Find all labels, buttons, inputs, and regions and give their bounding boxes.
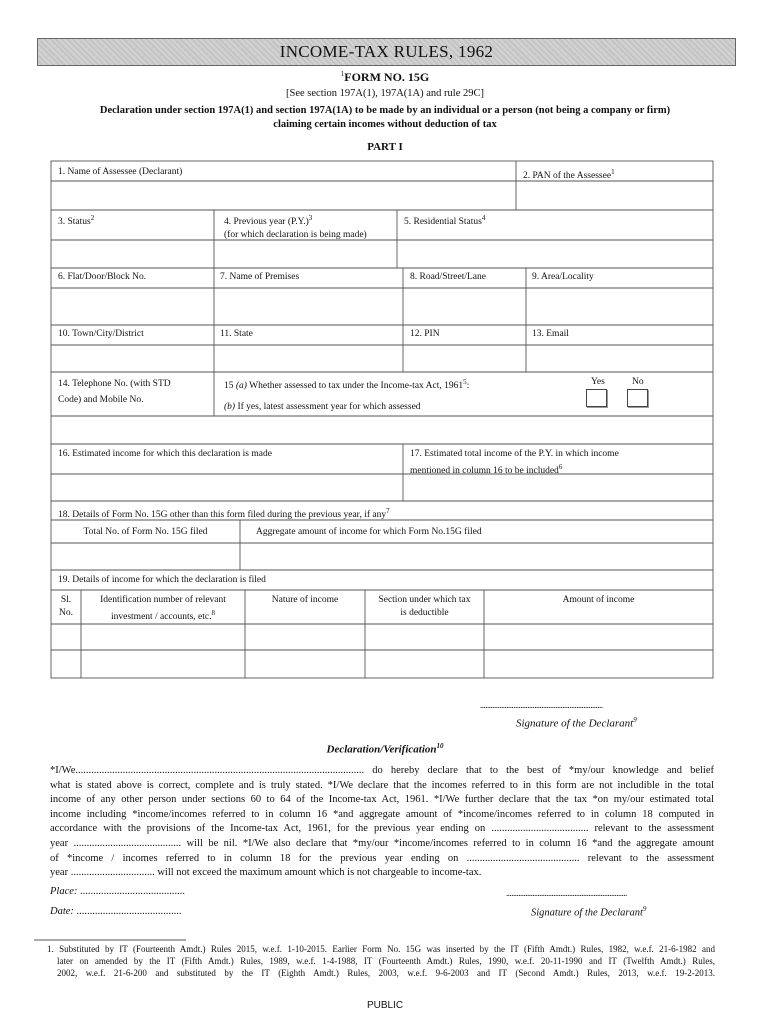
field-pin-label: 12. PIN	[410, 329, 440, 339]
date-field[interactable]: Date: ........................................	[50, 906, 182, 917]
col-amount-of-income: Amount of income	[562, 595, 635, 605]
verification-line: what is stated above is correct, complete and is truly stated. *I/We declare that the incomes referred to in this form are not includible in the total	[50, 779, 714, 791]
assessed-no-checkbox[interactable]	[627, 389, 648, 407]
footnote	[47, 943, 715, 979]
footnote-line-3: 2002, w.e.f. 21-6-200 and substituted by the IT (Eighth Amdt.) Rules, 2003, w.e.f. 9-6-2003 and IT (Second Amdt.) Rules, 2013, w.e.f. 19-2-2013.	[57, 968, 715, 978]
verification-line: *I/We.............................................................................................................. do hereby declare that to the best of *my/our knowledge and belief	[50, 765, 714, 776]
no-label: No	[632, 377, 644, 387]
footnote-line-1: 1. Substituted by IT (Fourteenth Amdt.) Rules 2015, w.e.f. 1-10-2015. Earlier Form No. 15G was inserted by the IT (Fifth Amdt.) Rules, 1982, w.e.f. 21-6-1982 and	[47, 944, 715, 954]
col-section: Section under which tax is deductible	[378, 595, 471, 618]
verification-paragraph	[50, 764, 714, 881]
field-estimated-total-income-label: 17. Estimated total income of the P.Y. in which income mentioned in column 16 to be included$^6$	[410, 449, 619, 477]
yes-label: Yes	[591, 377, 605, 387]
verification-line: accordance with the provisions of the Income-tax Act, 1961, for the previous year ending on ..................................... relevant to the assessment	[50, 823, 714, 835]
field-name-label: 1. Name of Assessee (Declarant)	[58, 167, 183, 177]
signature-line-2: .....................................................................	[506, 888, 627, 898]
field-telephone-label: 14. Telephone No. (with STD Code) and Mobile No.	[58, 379, 171, 405]
field-assessed-label: 15 (a) Whether assessed to tax under the Income-tax Act, 1961$^5$:	[224, 378, 470, 392]
signature-declarant-label: Signature of the Declarant$^9$	[516, 716, 637, 730]
see-section: [See section 197A(1), 197A(1A) and rule 29C]	[286, 88, 484, 99]
field-income-details-label: 19. Details of income for which the declaration is filed	[58, 575, 266, 585]
field-residential-status-label: 5. Residential Status$^4$	[404, 214, 486, 228]
part-heading: PART I	[367, 141, 403, 153]
signature-line: ......................................................................	[480, 700, 603, 710]
verification-line: year ......................................... will be nil. *I/We also declare that *my/our *income/incomes referred to in column 16 *and the aggregate amount	[50, 837, 714, 849]
verification-line: income of any other person under sections 60 to 64 of the Income-tax Act, 1961. *I/We further declare that the tax *on my/our estimated total	[50, 794, 714, 806]
verification-line: year ................................ will not exceed the maximum amount which is not chargeable to income-tax.	[50, 867, 482, 879]
field-status-label: 3. Status$^2$	[58, 214, 95, 228]
field-pan-label: 2. PAN of the Assessee$^1$	[523, 168, 615, 182]
field-road-label: 8. Road/Street/Lane	[410, 272, 486, 282]
field-state-label: 11. State	[220, 329, 253, 339]
verification-line: of *income / incomes referred to in column 18 for the previous year ending on ........................................... relevant to the assessment	[50, 852, 714, 864]
field-town-label: 10. Town/City/District	[58, 329, 144, 339]
field-flat-label: 6. Flat/Door/Block No.	[58, 272, 147, 282]
classification-label: PUBLIC	[366, 1000, 404, 1011]
col-total-forms-filed: Total No. of Form No. 15G filed	[83, 527, 208, 537]
col-identification-number: Identification number of relevant investment / accounts, etc.$^8$	[100, 595, 226, 623]
field-premises-label: 7. Name of Premises	[220, 272, 300, 282]
field-form15g-details-label: 18. Details of Form No. 15G other than this form filed during the previous year, if any$^7$	[58, 507, 390, 521]
col-nature-of-income: Nature of income	[271, 595, 339, 605]
field-estimated-income-label: 16. Estimated income for which this declaration is made	[58, 449, 272, 459]
form-title: INCOME-TAX RULES, 1962	[279, 42, 494, 61]
declaration-title-line2: claiming certain incomes without deduction of tax	[273, 119, 497, 130]
form-number: $^1$FORM NO. 15G	[340, 70, 430, 84]
field-previous-year-label: 4. Previous year $(P.Y.)^3$ (for which declaration is being made)	[224, 214, 367, 241]
declaration-title-line1: Declaration under section 197A(1) and section 197A(1A) to be made by an individual or a person (not being a company or firm)	[99, 105, 671, 116]
assessed-yes-checkbox[interactable]	[586, 389, 607, 407]
col-aggregate-amount: Aggregate amount of income for which Form No.15G filed	[256, 527, 482, 537]
place-field[interactable]: Place: ........................................	[50, 886, 186, 897]
verification-line: income including *income/incomes referred to in column 16 *and aggregate amount of *income/incomes referred to in column 18 computed in	[50, 808, 714, 820]
signature-declarant-label-2: Signature of the Declarant$^9$	[531, 905, 647, 919]
footnote-line-2: later on amended by the IT (Fifth Amdt.) Rules, 1989, w.e.f. 1-4-1988, IT (Fourteenth Amdt.) Rules, 1990, w.e.f. 20-11-1990 and IT (Twelfth Amdt.) Rules,	[57, 956, 715, 966]
field-email-label: 13. Email	[532, 329, 569, 339]
field-assessment-year-label: (b) If yes, latest assessment year for which assessed	[224, 402, 421, 412]
col-sl-no: Sl. No.	[59, 595, 73, 618]
verification-heading: Declaration/Verification$^{10}$	[326, 742, 444, 756]
field-area-label: 9. Area/Locality	[532, 272, 594, 282]
